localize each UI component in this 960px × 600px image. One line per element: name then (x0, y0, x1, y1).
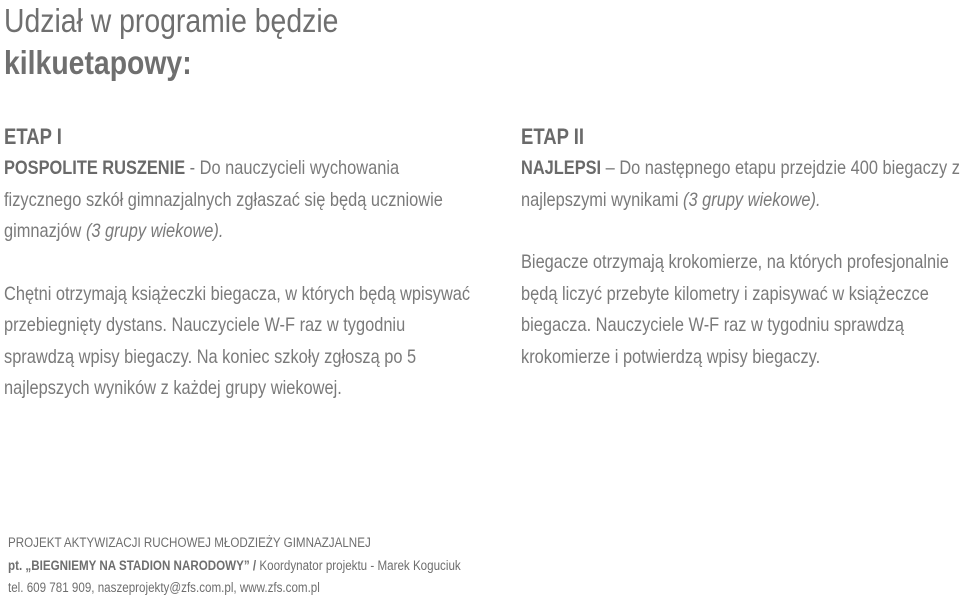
stage-2-paragraph: Biegacze otrzymają krokomierze, na których profesjonalnie będą liczyć przebyte kilometry i zapisywać w książeczce biegacza. Nauczyciele W-F raz w tygodniu sprawdzą krokomierze i potwierdzą wpisy biegaczy. (521, 251, 949, 368)
stage-2-intro (521, 153, 960, 216)
stage-2-label: ETAP II (521, 124, 584, 149)
stage-1-intro (4, 153, 474, 248)
footer-coordinator: Koordynator projektu - Marek Koguciuk (259, 557, 461, 573)
stage-2-name: NAJLEPSI (521, 157, 602, 179)
spacer (4, 248, 474, 279)
footer-project-line: PROJEKT AKTYWIZACJI RUCHOWEJ MŁODZIEŻY GIMNAZJALNEJ (8, 535, 371, 550)
title-line-1: Udział w programie będzie (4, 2, 339, 39)
footer-contact-line: tel. 609 781 909, naszeprojekty@zfs.com.pl, www.zfs.com.pl (8, 580, 320, 595)
spacer (521, 216, 960, 247)
stage-2-section (521, 121, 960, 373)
stage-1-name: POSPOLITE RUSZENIE (4, 157, 186, 179)
footer (8, 532, 461, 600)
footer-project-name: pt. „BIEGNIEMY NA STADION NARODOWY” (8, 557, 250, 573)
page-title (4, 0, 338, 84)
footer-name-line (8, 555, 461, 578)
stage-1-label: ETAP I (4, 124, 62, 149)
footer-separator: / (249, 557, 260, 573)
stage-1-section (4, 121, 474, 405)
title-line-2: kilkuetapowy: (4, 44, 192, 81)
stage-1-paragraph: Chętni otrzymają książeczki biegacza, w których będą wpisywać przebiegnięty dystans. Nauczyciele W-F raz w tygodniu sprawdzą wpisy biegaczy. Na koniec szkoły zgłoszą po 5 najlepszych wyników z każdej grupy wiekowej. (4, 282, 471, 399)
stage-2-intro-note: (3 grupy wiekowe). (683, 188, 821, 211)
stage-2-intro-text: – Do następnego etapu przejdzie 400 biegaczy z najlepszymi wynikami (521, 157, 960, 211)
stage-1-intro-text: - Do nauczycieli wychowania fizycznego szkół gimnazjalnych zgłaszać się będą uczniowie gimnazjów (4, 157, 443, 242)
stage-1-intro-note: (3 grupy wiekowe). (85, 220, 224, 242)
